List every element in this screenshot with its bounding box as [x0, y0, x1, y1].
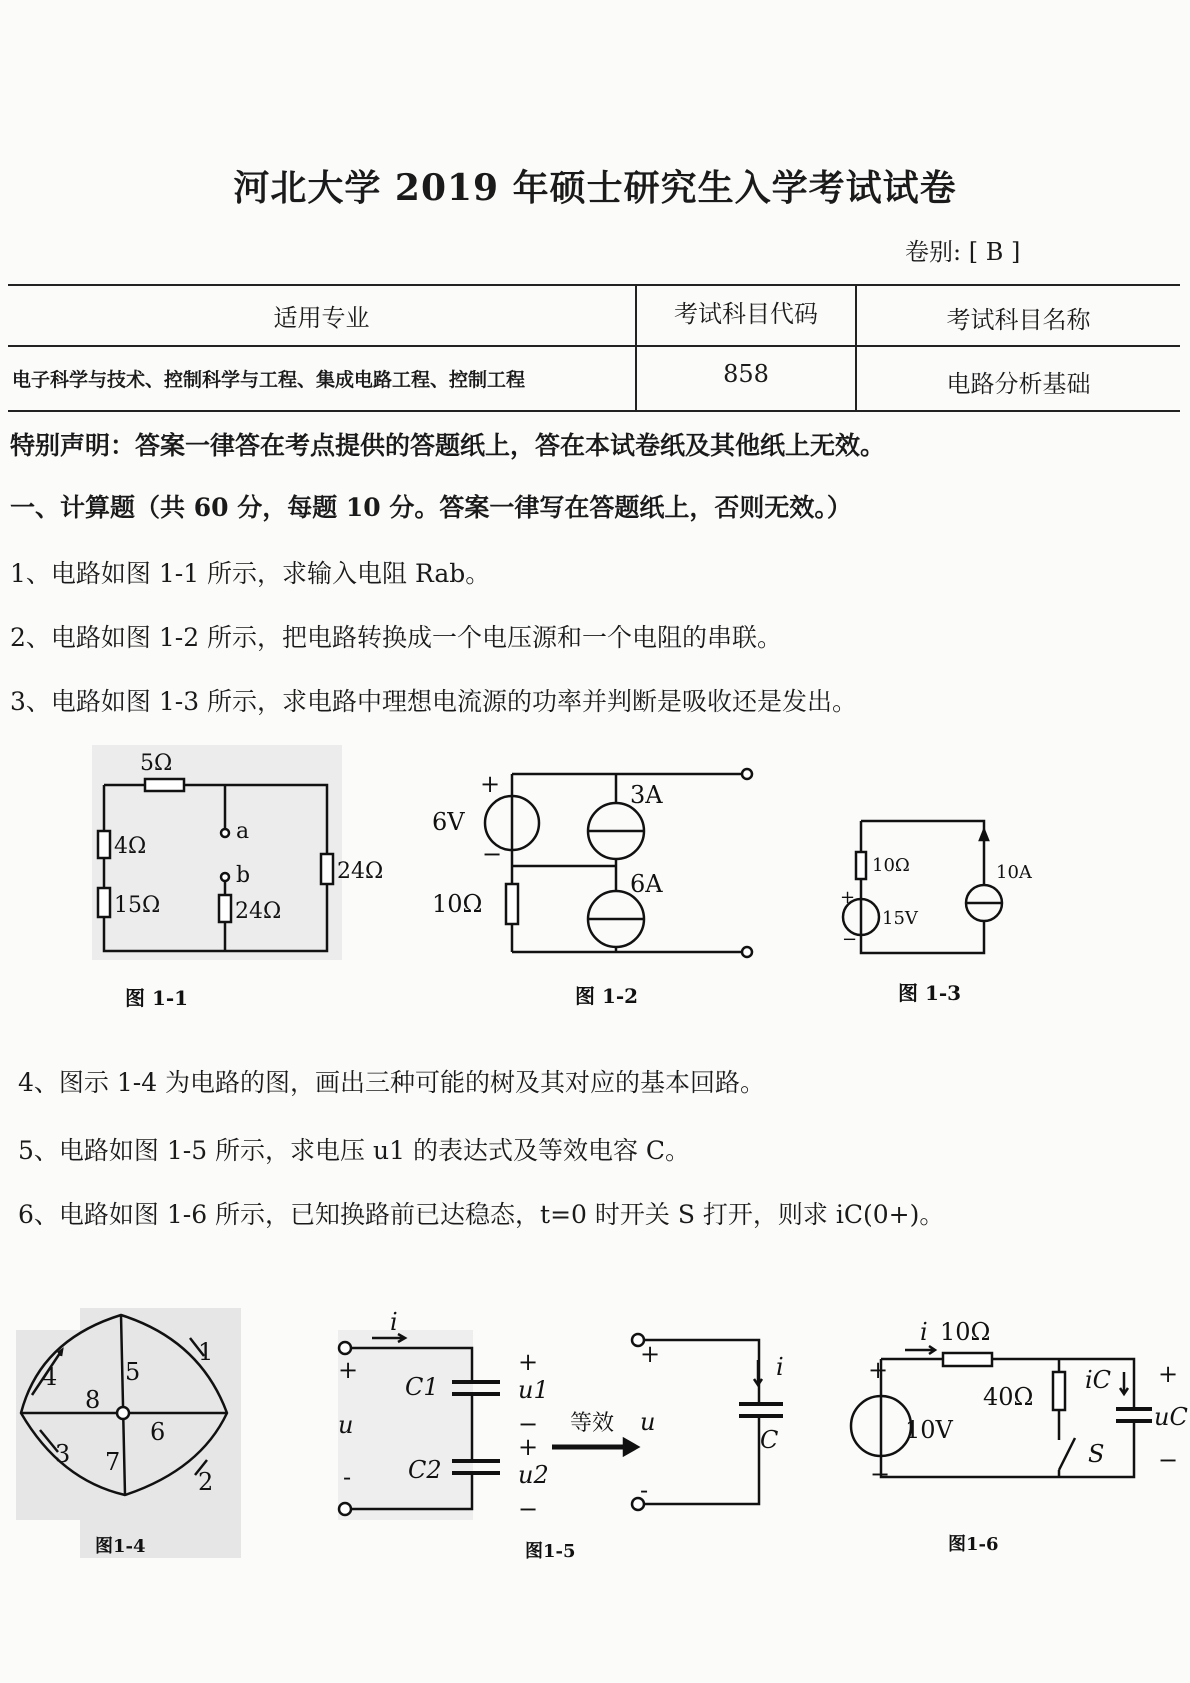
figure-label: C: [760, 1426, 779, 1454]
terminal-a: [221, 829, 229, 837]
header-major: 适用专业: [273, 304, 370, 332]
resistor-40ohm: [1053, 1372, 1065, 1410]
figure-1-3: [840, 821, 1033, 1005]
exam-title: 河北大学 2019 年硕士研究生入学考试试卷: [233, 167, 957, 209]
figure-label: −: [1158, 1446, 1179, 1474]
figure-label: u: [338, 1411, 354, 1439]
resistor-10ohm: [506, 884, 518, 924]
figure-caption: 图 1-2: [575, 984, 639, 1008]
figure-label: +: [480, 770, 501, 798]
paper-version: 卷别: [ B ]: [905, 238, 1021, 266]
figure-label: C2: [408, 1456, 442, 1484]
notice: 特别声明：答案一律答在考点提供的答题纸上，答在本试卷纸及其他纸上无效。: [10, 431, 886, 460]
figure-label: 6: [150, 1418, 166, 1446]
resistor-5ohm: [145, 779, 184, 791]
figure-label: 10Ω: [872, 855, 910, 876]
figure-label: 3: [55, 1440, 71, 1468]
figure-1-5: [338, 1308, 784, 1562]
figure-label: i: [390, 1308, 398, 1336]
resistor-24ohm-right: [321, 854, 333, 884]
resistor-24ohm-b: [219, 895, 231, 922]
figure-label: 3A: [630, 781, 663, 809]
figure-label: -: [343, 1463, 352, 1491]
figure-label: uC: [1154, 1403, 1188, 1431]
figure-label: 15Ω: [114, 893, 161, 918]
figure-label: −: [842, 929, 858, 950]
figure-label: −: [518, 1495, 539, 1523]
resistor-15ohm: [98, 888, 110, 917]
figure-label: C1: [405, 1373, 439, 1401]
figure-label: +: [518, 1348, 539, 1376]
figure-label: 40Ω: [983, 1383, 1034, 1411]
figure-1-4: [16, 1308, 241, 1558]
question-5: 5、电路如图 1-5 所示，求电压 u1 的表达式及等效电容 C。: [18, 1136, 691, 1165]
figure-label: 7: [105, 1448, 121, 1476]
figure-label: 1: [198, 1338, 214, 1366]
question-2: 2、电路如图 1-2 所示，把电路转换成一个电压源和一个电阻的串联。: [10, 623, 783, 652]
figure-caption: 图1-5: [525, 1541, 576, 1562]
figure-caption: 图1-6: [948, 1534, 999, 1555]
figure-label: 15V: [882, 908, 918, 929]
figure-label: a: [236, 819, 250, 844]
section-title: 一、计算题（共 60 分，每题 10 分。答案一律写在答题纸上，否则无效。）: [10, 493, 852, 522]
figure-caption: 图 1-3: [898, 981, 962, 1005]
figure-label: +: [640, 1340, 661, 1368]
figure-label: +: [518, 1433, 539, 1461]
figure-label: b: [236, 863, 251, 888]
resistor-4ohm: [98, 831, 110, 858]
header-code: 考试科目代码: [674, 300, 818, 328]
figure-label: −: [870, 1460, 891, 1488]
figure-label: 10Ω: [940, 1318, 991, 1346]
cell-subject: 电路分析基础: [946, 370, 1091, 398]
figure-label: 8: [85, 1386, 101, 1414]
figure-1-6: [851, 1318, 1188, 1555]
figure-label: u2: [518, 1461, 549, 1489]
figure-label: 10V: [905, 1416, 953, 1444]
figure-label: -: [640, 1476, 649, 1504]
figure-label: 6A: [630, 870, 663, 898]
figure-label: −: [518, 1410, 539, 1438]
figure-label: +: [840, 887, 856, 908]
figure-label: i: [776, 1353, 784, 1381]
figure-label: +: [338, 1356, 359, 1384]
header-subject: 考试科目名称: [946, 306, 1091, 334]
figure-label: 等效: [570, 1411, 615, 1436]
figure-caption: 图1-4: [95, 1536, 146, 1557]
figure-label: iC: [1085, 1366, 1112, 1394]
figure-label: 2: [198, 1468, 214, 1496]
question-4: 4、图示 1-4 为电路的图，画出三种可能的树及其对应的基本回路。: [18, 1068, 766, 1097]
resistor-10ohm: [856, 852, 866, 879]
figure-1-2: [432, 769, 752, 1008]
figure-label: u1: [518, 1376, 549, 1404]
figure-caption: 图 1-1: [125, 986, 189, 1010]
figure-label: 4: [42, 1363, 58, 1391]
figure-label: 10Ω: [432, 890, 483, 918]
figure-label: +: [868, 1356, 889, 1384]
terminal-b: [221, 873, 229, 881]
cell-code: 858: [723, 360, 769, 388]
cell-major: 电子科学与技术、控制科学与工程、集成电路工程、控制工程: [12, 369, 526, 391]
question-6: 6、电路如图 1-6 所示，已知换路前已达稳态，t=0 时开关 S 打开，则求 iC(0+)。: [18, 1200, 945, 1229]
figure-label: 24Ω: [337, 859, 384, 884]
figure-label: 10A: [996, 862, 1032, 883]
figure-label: −: [482, 840, 503, 868]
question-1: 1、电路如图 1-1 所示，求输入电阻 Rab。: [10, 559, 491, 588]
resistor-10ohm: [943, 1353, 992, 1366]
figure-label: 5Ω: [140, 751, 173, 776]
figure-label: +: [1158, 1360, 1179, 1388]
figure-label: 24Ω: [235, 899, 282, 924]
figure-label: i: [920, 1318, 928, 1346]
figure-label: u: [640, 1408, 656, 1436]
question-3: 3、电路如图 1-3 所示，求电路中理想电流源的功率并判断是吸收还是发出。: [10, 687, 858, 716]
figure-label: 6V: [432, 808, 465, 836]
figure-1-1: [92, 745, 383, 1010]
figure-label: S: [1088, 1440, 1105, 1468]
figure-label: 4Ω: [114, 834, 147, 859]
figure-label: 5: [125, 1358, 141, 1386]
